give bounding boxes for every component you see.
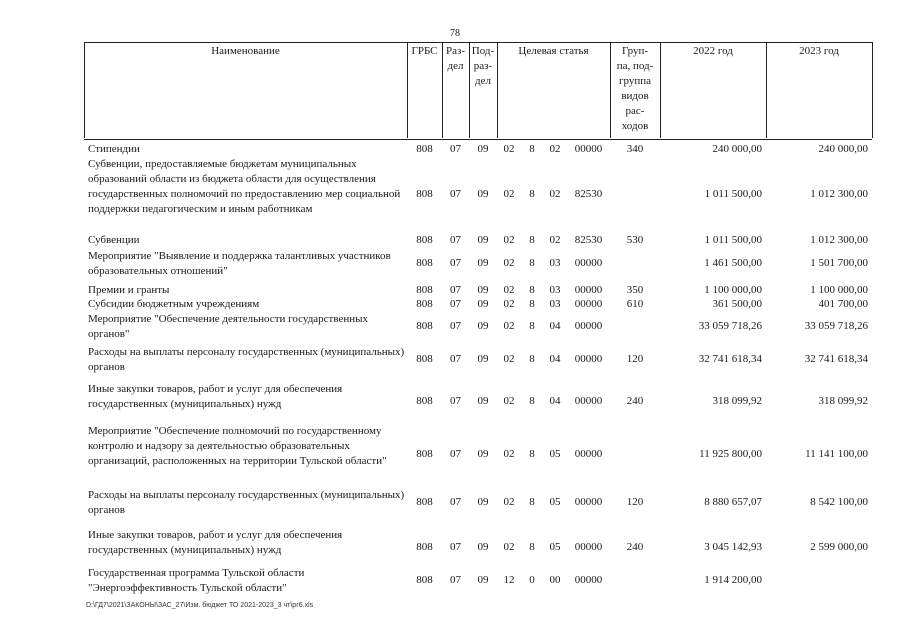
cell-y2022: 1 914 200,00 bbox=[704, 574, 762, 586]
cell-y2023: 401 700,00 bbox=[818, 298, 868, 310]
cell-rz: 07 bbox=[450, 353, 461, 365]
cell-y2022: 33 059 718,26 bbox=[698, 320, 762, 332]
cell-y2023: 33 059 718,26 bbox=[804, 320, 868, 332]
cell-t1: 02 bbox=[503, 320, 515, 332]
cell-pr: 09 bbox=[477, 496, 489, 508]
cell-y2022: 11 925 800,00 bbox=[699, 448, 762, 460]
table-row bbox=[84, 345, 872, 375]
cell-t1: 02 bbox=[503, 284, 515, 296]
table-row bbox=[84, 566, 872, 596]
row-name: Субвенции, предоставляемые бюджетам муниципальных образований области из бюджета области для осуществления государственных полномочий по предоставлению мер социальной поддержки педагогическим и иным работникам bbox=[88, 158, 401, 215]
cell-grbs: 808 bbox=[416, 541, 433, 553]
cell-t2: 8 bbox=[529, 395, 535, 407]
cell-y2022: 32 741 618,34 bbox=[698, 353, 762, 365]
cell-t3: 02 bbox=[549, 234, 561, 246]
cell-rz: 07 bbox=[450, 234, 461, 246]
cell-t3: 05 bbox=[549, 448, 561, 460]
header-razdel: Раз- дел bbox=[445, 45, 465, 72]
cell-pr: 09 bbox=[477, 143, 489, 155]
cell-t1: 02 bbox=[503, 395, 515, 407]
cell-t4: 00000 bbox=[574, 284, 603, 296]
cell-t4: 82530 bbox=[574, 188, 603, 200]
cell-t2: 8 bbox=[529, 188, 535, 200]
cell-grbs: 808 bbox=[416, 496, 433, 508]
cell-rz: 07 bbox=[450, 395, 461, 407]
cell-vr: 610 bbox=[626, 298, 644, 310]
cell-y2023: 2 599 000,00 bbox=[810, 541, 868, 553]
cell-y2022: 1 011 500,00 bbox=[704, 188, 762, 200]
cell-y2022: 361 500,00 bbox=[712, 298, 762, 310]
row-name: Расходы на выплаты персоналу государственных (муниципальных) органов bbox=[88, 346, 405, 373]
cell-t4: 00000 bbox=[574, 541, 603, 553]
cell-t3: 02 bbox=[549, 188, 561, 200]
cell-pr: 09 bbox=[477, 284, 489, 296]
cell-t3: 03 bbox=[549, 257, 561, 269]
row-name: Государственная программа Тульской области "Энергоэффективность Тульской области" bbox=[88, 567, 305, 594]
cell-y2022: 1 461 500,00 bbox=[704, 257, 762, 269]
cell-grbs: 808 bbox=[416, 234, 433, 246]
cell-grbs: 808 bbox=[416, 188, 433, 200]
cell-t1: 02 bbox=[503, 496, 515, 508]
cell-vr: 120 bbox=[626, 496, 644, 508]
cell-t2: 8 bbox=[529, 448, 535, 460]
cell-vr: 530 bbox=[626, 234, 644, 246]
row-name: Субвенции bbox=[88, 234, 140, 246]
header-divider bbox=[872, 42, 873, 138]
header-2023: 2023 год bbox=[799, 45, 839, 57]
cell-t4: 00000 bbox=[574, 298, 603, 310]
cell-t4: 00000 bbox=[574, 496, 603, 508]
page-number: 78 bbox=[450, 28, 460, 39]
table-row bbox=[84, 382, 872, 422]
header-2022: 2022 год bbox=[693, 45, 733, 57]
cell-t4: 00000 bbox=[574, 448, 603, 460]
cell-rz: 07 bbox=[450, 257, 461, 269]
cell-t1: 02 bbox=[503, 234, 515, 246]
cell-t3: 05 bbox=[549, 496, 561, 508]
table-row bbox=[84, 297, 872, 312]
cell-t2: 8 bbox=[529, 353, 535, 365]
cell-t3: 04 bbox=[549, 320, 561, 332]
cell-y2023: 1 501 700,00 bbox=[810, 257, 868, 269]
cell-t4: 00000 bbox=[574, 257, 603, 269]
table-row bbox=[84, 424, 872, 486]
cell-y2023: 240 000,00 bbox=[818, 143, 868, 155]
cell-y2023: 32 741 618,34 bbox=[804, 353, 868, 365]
cell-pr: 09 bbox=[477, 574, 489, 586]
cell-t4: 00000 bbox=[574, 574, 603, 586]
cell-t3: 04 bbox=[549, 353, 561, 365]
cell-t4: 00000 bbox=[574, 395, 603, 407]
table-row bbox=[84, 142, 872, 157]
table-row bbox=[84, 488, 872, 518]
table-row bbox=[84, 233, 872, 248]
cell-grbs: 808 bbox=[416, 143, 433, 155]
cell-t1: 02 bbox=[503, 143, 515, 155]
cell-t2: 8 bbox=[529, 234, 535, 246]
cell-y2022: 8 880 657,07 bbox=[704, 496, 762, 508]
cell-t4: 00000 bbox=[574, 320, 603, 332]
header-podrazdel: Под- раз- дел bbox=[471, 45, 495, 87]
cell-grbs: 808 bbox=[416, 574, 433, 586]
header-target: Целевая статья bbox=[518, 45, 589, 57]
cell-vr: 240 bbox=[626, 541, 644, 553]
cell-vr: 350 bbox=[626, 284, 644, 296]
cell-y2023: 1 012 300,00 bbox=[810, 188, 868, 200]
cell-t3: 03 bbox=[549, 284, 561, 296]
cell-y2022: 240 000,00 bbox=[712, 143, 762, 155]
cell-pr: 09 bbox=[477, 320, 489, 332]
table-row bbox=[84, 249, 872, 279]
cell-vr: 340 bbox=[626, 143, 644, 155]
cell-y2023: 1 012 300,00 bbox=[810, 234, 868, 246]
cell-rz: 07 bbox=[450, 541, 461, 553]
cell-t2: 8 bbox=[529, 320, 535, 332]
cell-t3: 05 bbox=[549, 541, 561, 553]
cell-grbs: 808 bbox=[416, 320, 433, 332]
cell-y2022: 1 011 500,00 bbox=[704, 234, 762, 246]
cell-rz: 07 bbox=[450, 496, 461, 508]
cell-t2: 0 bbox=[529, 574, 535, 586]
cell-rz: 07 bbox=[450, 284, 461, 296]
cell-grbs: 808 bbox=[416, 353, 433, 365]
file-path-footer: D:\ГД7\2021\ЗАКОНЫ\ЗАС_27\Изм. бюджет ТО 2021-2023_3 чт\рг6.xls bbox=[86, 602, 314, 609]
cell-grbs: 808 bbox=[416, 395, 433, 407]
cell-y2022: 1 100 000,00 bbox=[704, 284, 762, 296]
cell-grbs: 808 bbox=[416, 257, 433, 269]
table-row bbox=[84, 312, 872, 342]
cell-t2: 8 bbox=[529, 298, 535, 310]
cell-t4: 00000 bbox=[574, 143, 603, 155]
cell-t4: 00000 bbox=[574, 353, 603, 365]
cell-t1: 02 bbox=[503, 541, 515, 553]
row-name: Премии и гранты bbox=[88, 284, 170, 296]
cell-t2: 8 bbox=[529, 257, 535, 269]
cell-pr: 09 bbox=[477, 541, 489, 553]
row-name: Субсидии бюджетным учреждениям bbox=[88, 298, 260, 310]
cell-t2: 8 bbox=[529, 541, 535, 553]
cell-t2: 8 bbox=[529, 496, 535, 508]
table-row bbox=[84, 528, 872, 568]
cell-vr: 240 bbox=[626, 395, 644, 407]
row-name: Иные закупки товаров, работ и услуг для обеспечения государственных (муниципальных) нужд bbox=[88, 383, 343, 410]
row-name: Мероприятие "Обеспечение деятельности государственных органов" bbox=[88, 313, 369, 340]
cell-t3: 00 bbox=[549, 574, 561, 586]
cell-t1: 02 bbox=[503, 257, 515, 269]
cell-y2023: 318 099,92 bbox=[818, 395, 868, 407]
cell-t1: 02 bbox=[503, 353, 515, 365]
cell-pr: 09 bbox=[477, 188, 489, 200]
cell-grbs: 808 bbox=[416, 284, 433, 296]
cell-t3: 03 bbox=[549, 298, 561, 310]
header-name: Наименование bbox=[211, 45, 280, 57]
table-row bbox=[84, 157, 872, 232]
row-name: Расходы на выплаты персоналу государственных (муниципальных) органов bbox=[88, 489, 405, 516]
cell-t1: 02 bbox=[503, 298, 515, 310]
cell-t2: 8 bbox=[529, 284, 535, 296]
cell-t3: 04 bbox=[549, 395, 561, 407]
cell-rz: 07 bbox=[450, 188, 461, 200]
cell-grbs: 808 bbox=[416, 298, 433, 310]
cell-rz: 07 bbox=[450, 298, 461, 310]
header-group: Груп- па, под- группа видов рас- ходов bbox=[616, 45, 654, 132]
cell-t4: 82530 bbox=[574, 234, 603, 246]
cell-pr: 09 bbox=[477, 448, 489, 460]
cell-grbs: 808 bbox=[416, 448, 433, 460]
cell-t3: 02 bbox=[549, 143, 561, 155]
table-row bbox=[84, 283, 872, 298]
cell-rz: 07 bbox=[450, 143, 461, 155]
cell-pr: 09 bbox=[477, 353, 489, 365]
cell-y2023: 11 141 100,00 bbox=[805, 448, 868, 460]
cell-pr: 09 bbox=[477, 234, 489, 246]
cell-t1: 02 bbox=[503, 188, 515, 200]
cell-vr: 120 bbox=[626, 353, 644, 365]
cell-rz: 07 bbox=[450, 448, 461, 460]
cell-y2022: 318 099,92 bbox=[712, 395, 762, 407]
cell-pr: 09 bbox=[477, 257, 489, 269]
row-name: Иные закупки товаров, работ и услуг для обеспечения государственных (муниципальных) нужд bbox=[88, 529, 343, 556]
cell-t2: 8 bbox=[529, 143, 535, 155]
cell-rz: 07 bbox=[450, 574, 461, 586]
cell-pr: 09 bbox=[477, 395, 489, 407]
cell-y2023: 8 542 100,00 bbox=[810, 496, 868, 508]
cell-rz: 07 bbox=[450, 320, 461, 332]
cell-t1: 02 bbox=[503, 448, 515, 460]
header-grbs: ГРБС bbox=[411, 45, 438, 57]
cell-t1: 12 bbox=[503, 574, 515, 586]
row-name: Мероприятие "Обеспечение полномочий по государственному контролю и надзору за деятельностью образовательных организаций, расположенных на территории Тульской области" bbox=[88, 425, 387, 467]
row-name: Стипендии bbox=[88, 143, 140, 155]
cell-pr: 09 bbox=[477, 298, 489, 310]
row-name: Мероприятие "Выявление и поддержка талантливых участников образовательных отношений" bbox=[88, 250, 391, 277]
cell-y2023: 1 100 000,00 bbox=[810, 284, 868, 296]
cell-y2022: 3 045 142,93 bbox=[704, 541, 762, 553]
